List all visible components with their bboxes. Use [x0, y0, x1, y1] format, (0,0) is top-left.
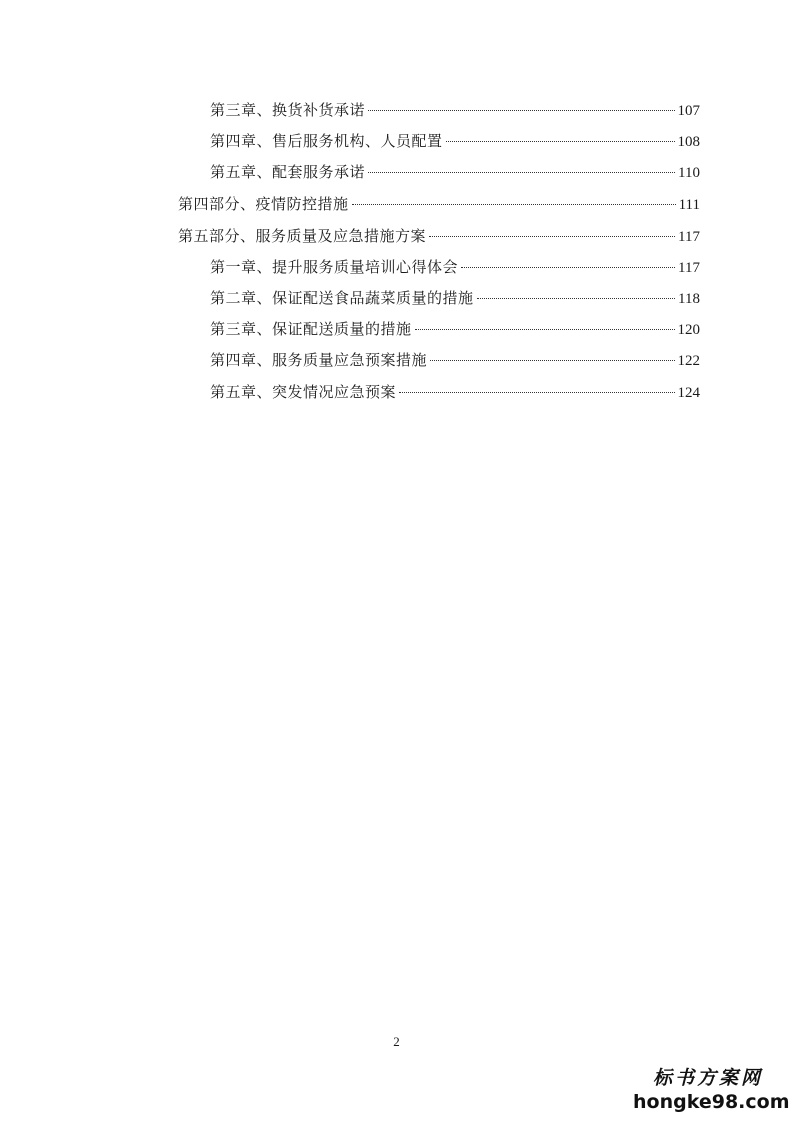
- toc-leader-dots: [368, 172, 675, 173]
- toc-entry-title: 第五部分、服务质量及应急措施方案: [178, 227, 427, 245]
- toc-entry-page: 124: [677, 385, 700, 401]
- toc-entry-page: 107: [677, 103, 700, 119]
- toc-entry-title: 第四章、售后服务机构、人员配置: [210, 132, 443, 150]
- toc-leader-dots: [415, 329, 675, 330]
- toc-leader-dots: [352, 204, 676, 205]
- toc-entry-title: 第五章、突发情况应急预案: [210, 383, 397, 401]
- toc-entry-page: 117: [678, 260, 700, 276]
- toc-entry-title: 第一章、提升服务质量培训心得体会: [210, 258, 459, 276]
- toc-leader-dots: [368, 110, 674, 111]
- toc-entry-title: 第五章、配套服务承诺: [210, 163, 366, 181]
- toc-entry-page: 118: [678, 291, 700, 307]
- toc-entry-title: 第四部分、疫情防控措施: [178, 195, 349, 213]
- toc-leader-dots: [477, 298, 676, 299]
- toc-leader-dots: [446, 141, 675, 142]
- toc-leader-dots: [399, 392, 674, 393]
- toc-entry[interactable]: [210, 130, 700, 152]
- page-number: 2: [393, 1034, 400, 1049]
- toc-entry[interactable]: [178, 193, 700, 215]
- toc-entry-page: 120: [677, 322, 700, 338]
- toc-entry[interactable]: [210, 256, 700, 278]
- toc-leader-dots: [430, 360, 674, 361]
- toc-leader-dots: [461, 267, 675, 268]
- toc-entry-page: 110: [678, 165, 700, 181]
- toc-entry-page: 108: [677, 134, 700, 150]
- watermark-name: 标书方案网: [652, 1067, 763, 1089]
- toc-entry-page: 122: [677, 353, 700, 369]
- toc-entry[interactable]: [178, 225, 700, 247]
- watermark-logo: [633, 1066, 790, 1114]
- toc-leader-dots: [429, 236, 675, 237]
- toc-entry[interactable]: [210, 381, 700, 403]
- toc-entry[interactable]: [210, 349, 700, 371]
- toc-entry-title: 第三章、换货补货承诺: [210, 101, 366, 119]
- toc-entry-title: 第三章、保证配送质量的措施: [210, 320, 412, 338]
- toc-entry[interactable]: [210, 318, 700, 340]
- toc-entry[interactable]: [210, 161, 700, 183]
- toc-entry-title: 第四章、服务质量应急预案措施: [210, 351, 428, 369]
- toc-entry-page: 117: [678, 229, 700, 245]
- toc-entry-page: 111: [678, 197, 700, 213]
- watermark-url: hongke98.com: [633, 1091, 790, 1113]
- toc-entry-title: 第二章、保证配送食品蔬菜质量的措施: [210, 289, 474, 307]
- toc-entry[interactable]: [210, 99, 700, 121]
- toc-entry[interactable]: [210, 287, 700, 309]
